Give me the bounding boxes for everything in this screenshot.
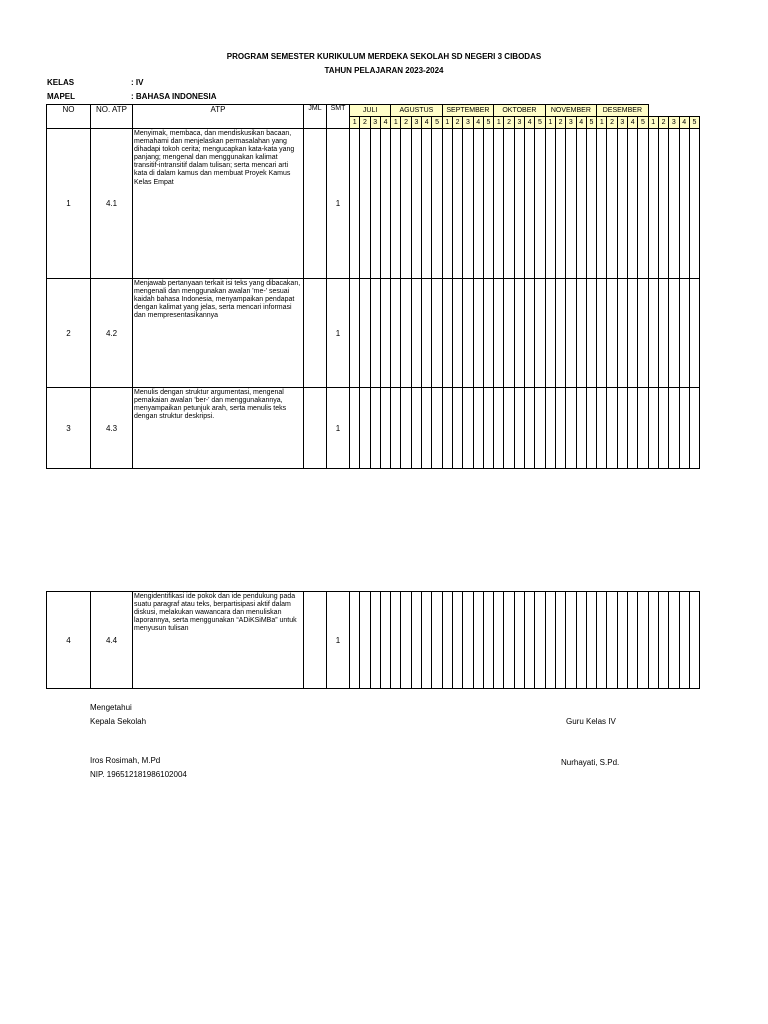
week-cell: [669, 388, 679, 469]
header-atp: ATP: [133, 105, 304, 129]
week-header: 5: [432, 117, 442, 129]
week-cell: [669, 592, 679, 689]
row-no-atp: 4.3: [91, 388, 133, 469]
week-cell: [535, 279, 545, 388]
week-header: 2: [607, 117, 617, 129]
week-cell: [658, 129, 668, 279]
week-cell: [689, 279, 699, 388]
week-cell: [576, 279, 586, 388]
mapel-label: MAPEL: [47, 92, 75, 101]
week-cell: [607, 279, 617, 388]
week-cell: [648, 279, 658, 388]
week-cell: [514, 279, 524, 388]
week-cell: [525, 388, 535, 469]
week-cell: [566, 592, 576, 689]
week-header: 5: [535, 117, 545, 129]
week-cell: [463, 279, 473, 388]
week-cell: [514, 129, 524, 279]
week-cell: [442, 388, 452, 469]
week-cell: [525, 592, 535, 689]
week-cell: [586, 592, 596, 689]
kepala-sekolah-name: Iros Rosimah, M.Pd: [90, 756, 161, 765]
week-cell: [442, 129, 452, 279]
week-cell: [607, 388, 617, 469]
week-cell: [463, 388, 473, 469]
week-header: 2: [401, 117, 411, 129]
week-header: 3: [566, 117, 576, 129]
week-cell: [648, 592, 658, 689]
week-header: 1: [350, 117, 360, 129]
month-header: NOVEMBER: [545, 105, 596, 117]
week-cell: [597, 592, 607, 689]
week-cell: [483, 279, 493, 388]
week-cell: [473, 279, 483, 388]
month-header: OKTOBER: [494, 105, 545, 117]
week-cell: [422, 129, 432, 279]
week-header: 1: [391, 117, 401, 129]
week-cell: [638, 388, 648, 469]
week-header: 1: [545, 117, 555, 129]
week-cell: [545, 279, 555, 388]
week-header: 3: [411, 117, 421, 129]
row-no-atp: 4.4: [91, 592, 133, 689]
week-cell: [452, 129, 462, 279]
week-cell: [607, 129, 617, 279]
kepala-sekolah-nip: NIP. 196512181986102004: [90, 770, 187, 779]
week-cell: [360, 388, 370, 469]
week-cell: [658, 279, 668, 388]
week-cell: [360, 129, 370, 279]
week-cell: [401, 592, 411, 689]
week-header: 4: [473, 117, 483, 129]
week-cell: [350, 592, 360, 689]
week-header: 2: [504, 117, 514, 129]
document-subtitle: TAHUN PELAJARAN 2023-2024: [324, 66, 444, 75]
week-cell: [360, 592, 370, 689]
week-cell: [380, 279, 390, 388]
header-no-atp: NO. ATP: [91, 105, 133, 129]
week-cell: [401, 129, 411, 279]
week-cell: [545, 129, 555, 279]
week-cell: [370, 129, 380, 279]
week-header: 2: [360, 117, 370, 129]
week-cell: [432, 592, 442, 689]
kelas-value: : IV: [131, 78, 144, 87]
row-no: 3: [47, 388, 91, 469]
week-cell: [638, 279, 648, 388]
row-no-atp: 4.1: [91, 129, 133, 279]
week-cell: [380, 129, 390, 279]
week-cell: [370, 592, 380, 689]
week-cell: [463, 129, 473, 279]
row-no-atp: 4.2: [91, 279, 133, 388]
week-cell: [411, 388, 421, 469]
week-cell: [350, 388, 360, 469]
week-cell: [617, 388, 627, 469]
week-cell: [494, 388, 504, 469]
week-cell: [658, 592, 668, 689]
week-cell: [473, 129, 483, 279]
week-cell: [555, 129, 565, 279]
week-cell: [494, 279, 504, 388]
week-header: 4: [422, 117, 432, 129]
week-header: 3: [514, 117, 524, 129]
week-cell: [617, 279, 627, 388]
week-cell: [380, 388, 390, 469]
week-cell: [391, 279, 401, 388]
week-cell: [411, 279, 421, 388]
week-header: 1: [648, 117, 658, 129]
week-cell: [597, 388, 607, 469]
week-cell: [483, 129, 493, 279]
month-header: JULI: [350, 105, 391, 117]
week-cell: [473, 388, 483, 469]
table-row: [47, 592, 700, 689]
week-cell: [514, 388, 524, 469]
week-cell: [576, 388, 586, 469]
week-cell: [586, 129, 596, 279]
guru-kelas-name: Nurhayati, S.Pd.: [561, 758, 620, 767]
row-no: 1: [47, 129, 91, 279]
week-cell: [504, 129, 514, 279]
kepala-sekolah-text: Kepala Sekolah: [90, 717, 147, 726]
week-header: 5: [638, 117, 648, 129]
week-cell: [566, 279, 576, 388]
row-atp: Menjawab pertanyaan terkait isi teks yang dibacakan, mengenali dan menggunakan awalan 'me-' sesuai kaidah bahasa Indonesia, menyampaikan pendapat dengan kalimat yang jelas, serta mencari informasi dan mempresentasikannya: [133, 279, 304, 388]
week-cell: [504, 279, 514, 388]
week-cell: [463, 592, 473, 689]
week-header: 4: [380, 117, 390, 129]
week-header: 3: [669, 117, 679, 129]
row-smt: 1: [327, 592, 350, 689]
week-cell: [628, 279, 638, 388]
week-cell: [535, 592, 545, 689]
week-cell: [525, 129, 535, 279]
week-header: 1: [597, 117, 607, 129]
row-jml: [304, 279, 327, 388]
row-jml: [304, 388, 327, 469]
week-header: 4: [628, 117, 638, 129]
program-table: [46, 104, 700, 469]
mapel-value: : BAHASA INDONESIA: [131, 92, 217, 101]
week-header: 3: [370, 117, 380, 129]
document-title: PROGRAM SEMESTER KURIKULUM MERDEKA SEKOLAH SD NEGERI 3 CIBODAS: [226, 52, 542, 61]
week-cell: [669, 129, 679, 279]
row-no: 4: [47, 592, 91, 689]
week-cell: [473, 592, 483, 689]
week-cell: [679, 388, 689, 469]
week-cell: [648, 388, 658, 469]
row-atp: Mengidentifikasi ide pokok dan ide pendukung pada suatu paragraf atau teks, berpartisipasi aktif dalam diskusi, melakukan wawancara dan menuliskan laporannya, serta menggunakan “ADiKSiMBa” untuk menyusun tulisan: [133, 592, 304, 689]
week-cell: [380, 592, 390, 689]
guru-kelas-text: Guru Kelas IV: [566, 717, 616, 726]
week-header: 2: [658, 117, 668, 129]
table-row: [47, 279, 700, 388]
week-header: 3: [463, 117, 473, 129]
week-cell: [514, 592, 524, 689]
row-jml: [304, 592, 327, 689]
week-cell: [689, 388, 699, 469]
week-cell: [442, 592, 452, 689]
row-atp: Menulis dengan struktur argumentasi, mengenal pemakaian awalan 'ber-' dan menggunakannya, menyampaikan petunjuk arah, serta menulis teks dengan struktur deskripsi.: [133, 388, 304, 469]
week-cell: [494, 129, 504, 279]
week-cell: [638, 592, 648, 689]
week-cell: [679, 592, 689, 689]
week-cell: [658, 388, 668, 469]
header-row: [47, 105, 700, 117]
week-cell: [504, 388, 514, 469]
week-cell: [452, 388, 462, 469]
week-cell: [679, 129, 689, 279]
week-cell: [442, 279, 452, 388]
row-smt: 1: [327, 388, 350, 469]
week-cell: [597, 279, 607, 388]
week-cell: [617, 592, 627, 689]
week-cell: [452, 592, 462, 689]
week-header: 2: [452, 117, 462, 129]
week-cell: [689, 129, 699, 279]
week-cell: [494, 592, 504, 689]
week-cell: [545, 388, 555, 469]
week-cell: [391, 388, 401, 469]
table-row: [47, 129, 700, 279]
week-cell: [586, 388, 596, 469]
week-header: 5: [689, 117, 699, 129]
week-cell: [401, 279, 411, 388]
week-cell: [370, 279, 380, 388]
week-cell: [483, 388, 493, 469]
week-cell: [607, 592, 617, 689]
week-header: 2: [555, 117, 565, 129]
week-cell: [483, 592, 493, 689]
week-cell: [628, 388, 638, 469]
week-header: 1: [494, 117, 504, 129]
week-cell: [555, 592, 565, 689]
week-cell: [555, 279, 565, 388]
week-cell: [350, 279, 360, 388]
week-cell: [597, 129, 607, 279]
week-cell: [628, 129, 638, 279]
week-cell: [452, 279, 462, 388]
program-table-continued: [46, 591, 700, 689]
week-header: 4: [576, 117, 586, 129]
week-cell: [504, 592, 514, 689]
row-smt: 1: [327, 279, 350, 388]
week-cell: [689, 592, 699, 689]
week-header: 4: [679, 117, 689, 129]
week-cell: [432, 388, 442, 469]
week-cell: [566, 129, 576, 279]
table-row: [47, 388, 700, 469]
week-cell: [525, 279, 535, 388]
header-jml: JML: [304, 105, 327, 129]
week-cell: [432, 129, 442, 279]
week-cell: [566, 388, 576, 469]
row-no: 2: [47, 279, 91, 388]
week-cell: [679, 279, 689, 388]
week-cell: [411, 592, 421, 689]
week-cell: [422, 388, 432, 469]
week-cell: [576, 592, 586, 689]
week-header: 5: [586, 117, 596, 129]
month-header: AGUSTUS: [391, 105, 442, 117]
week-cell: [586, 279, 596, 388]
week-cell: [535, 388, 545, 469]
row-atp: Menyimak, membaca, dan mendiskusikan bacaan, memahami dan menjelaskan permasalahan yang dihadapi tokoh cerita; mengucapkan kata-kata yang panjang; mengenal dan menggunakan kalimat transitif-intransitif dalam tulisan; serta mencari arti kata di dalam kamus dan membuat Proyek Kamus Kelas Empat: [133, 129, 304, 279]
week-cell: [638, 129, 648, 279]
week-cell: [576, 129, 586, 279]
week-header: 5: [483, 117, 493, 129]
header-smt: SMT: [327, 105, 350, 129]
week-cell: [628, 592, 638, 689]
month-header: DESEMBER: [597, 105, 648, 117]
week-cell: [360, 279, 370, 388]
week-cell: [401, 388, 411, 469]
week-cell: [422, 592, 432, 689]
week-cell: [432, 279, 442, 388]
week-cell: [617, 129, 627, 279]
week-header: 4: [525, 117, 535, 129]
week-header: 1: [442, 117, 452, 129]
week-cell: [370, 388, 380, 469]
week-cell: [545, 592, 555, 689]
week-cell: [535, 129, 545, 279]
week-cell: [350, 129, 360, 279]
week-cell: [648, 129, 658, 279]
week-cell: [391, 129, 401, 279]
week-cell: [669, 279, 679, 388]
month-header: SEPTEMBER: [442, 105, 493, 117]
row-smt: 1: [327, 129, 350, 279]
week-cell: [422, 279, 432, 388]
week-cell: [411, 129, 421, 279]
header-no: NO: [47, 105, 91, 129]
week-header: 3: [617, 117, 627, 129]
week-cell: [391, 592, 401, 689]
row-jml: [304, 129, 327, 279]
kelas-label: KELAS: [47, 78, 75, 87]
week-cell: [555, 388, 565, 469]
mengetahui-text: Mengetahui: [90, 703, 132, 712]
